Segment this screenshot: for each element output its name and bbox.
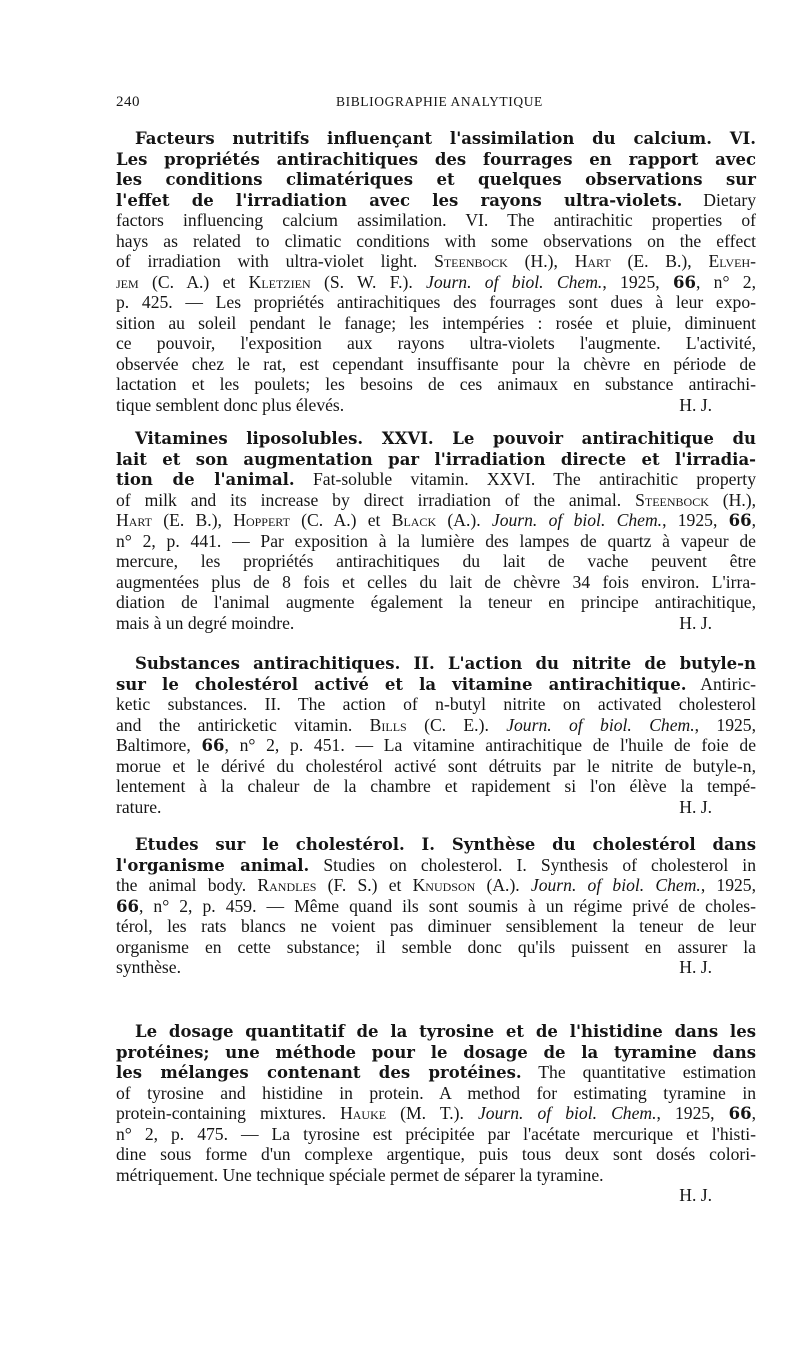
text-span: , n° 2, p. 451. — La vitamine antirachitique de l'huile de foie de (224, 735, 757, 755)
text-line (116, 231, 756, 252)
text-line (116, 531, 756, 552)
bold-text: Vitamines liposolubles. XXVI. Le pouvoir antirachitique du (135, 429, 756, 448)
text-span: Baltimore, (116, 735, 202, 755)
text-line (116, 1165, 756, 1186)
page-header (116, 94, 756, 114)
bold-text: Etudes sur le cholestérol. I. Synthèse du cholestérol dans (135, 835, 756, 854)
bold-text: l'organisme animal. (116, 855, 310, 875)
text-span: , 1925, (694, 714, 756, 735)
text-span: dine sous forme d'un complexe argentique, puis tous deux sont dosés colori- (116, 1144, 756, 1164)
text-line (116, 469, 756, 490)
author-name: Hauke (340, 1103, 387, 1123)
text-span: (C. E.). (406, 714, 507, 735)
text-line (116, 916, 756, 937)
text-line (116, 756, 756, 777)
text-span: , n° 2, p. 459. — Même quand ils sont soumis à un régime privé de choles- (138, 895, 756, 916)
author-name: Randles (257, 875, 317, 895)
text-span: (E. B.), (610, 251, 709, 271)
entry-title-line (116, 428, 756, 449)
text-span: , 1925, (700, 875, 756, 895)
text-line (116, 190, 756, 211)
signature: H. J. (679, 957, 712, 977)
abstract-entry (116, 428, 756, 633)
text-line (116, 1144, 756, 1165)
signature: H. J. (679, 796, 712, 817)
text-span: , 1925, (662, 510, 729, 530)
abstract-entry (116, 128, 756, 415)
author-name: Hart (574, 251, 611, 271)
text-span: (C. A.) et (289, 510, 392, 530)
text-line (116, 797, 756, 818)
bold-text: lait et son augmentation par l'irradiation directe et l'irradia- (116, 449, 756, 469)
author-name: Steenbock (635, 489, 709, 510)
text-span: , (751, 510, 756, 530)
text-line (116, 551, 756, 572)
text-line (116, 1042, 756, 1063)
text-line (116, 1124, 756, 1145)
text-span: organisme en cette substance; il semble donc qu'ils puissent en assurer la (116, 936, 756, 957)
text-span: of irradiation with ultra-violet light. (116, 251, 435, 271)
text-span: mais à un degré moindre. (116, 612, 295, 633)
author-name: jem (116, 271, 139, 292)
abstract-entry (116, 834, 756, 978)
text-span: (A.). (436, 510, 492, 530)
bold-text: 66 (672, 272, 696, 292)
text-span: and the antiricketic vitamin. (116, 714, 370, 735)
text-line (116, 272, 756, 293)
entry-title-line (116, 653, 756, 674)
text-span: synthèse. (116, 957, 181, 977)
text-line (116, 715, 756, 736)
bold-text: Facteurs nutritifs influençant l'assimilation du calcium. VI. (135, 129, 756, 148)
signature: H. J. (679, 394, 712, 415)
signature-line (116, 1185, 756, 1206)
text-span: lactation et les poulets; les besoins de ces animaux en substance antirachi- (116, 374, 756, 394)
text-line (116, 592, 756, 613)
abstract-entry (116, 653, 756, 817)
text-line (116, 613, 756, 634)
text-line (116, 354, 756, 375)
text-line (116, 875, 756, 896)
author-name: Bills (369, 714, 407, 735)
text-span: tique semblent donc plus élevés. (116, 394, 345, 415)
journal-name: Journ. of biol. Chem. (477, 1103, 657, 1123)
text-line (116, 1103, 756, 1124)
text-span: lentement à la chaleur de la chambre et rapidement si l'on élève la tempé- (116, 776, 756, 796)
text-span: n° 2, p. 441. — Par exposition à la lumière des lampes de quartz à vapeur de (116, 530, 756, 551)
text-span: (F. S.) et (316, 875, 413, 895)
text-line (116, 251, 756, 272)
author-name: Elveh- (708, 251, 756, 271)
text-span: (S. W. F.). (310, 271, 427, 292)
author-name: Kletzien (248, 271, 311, 292)
text-span: Antiric- (686, 673, 756, 694)
text-line (116, 333, 756, 354)
text-span: of tyrosine and histidine in protein. A method for estimating tyramine in (116, 1082, 756, 1103)
journal-name: Journ. of biol. Chem. (530, 875, 701, 895)
text-line (116, 896, 756, 917)
text-span: sition au soleil pendant le fanage; les intempéries : rosée et pluie, diminuent (116, 312, 756, 333)
bold-text: 66 (728, 1104, 752, 1123)
author-name: Hart (116, 510, 152, 530)
text-line (116, 510, 756, 531)
text-line (116, 735, 756, 756)
text-line (116, 1062, 756, 1083)
text-span: diation de l'animal augmente également la teneur en principe antirachitique, (116, 592, 756, 612)
bold-text: tion de l'animal. (116, 470, 295, 489)
bold-text: 66 (728, 511, 752, 530)
page-number: 240 (116, 94, 140, 110)
text-span: hays as related to climatic conditions with some observations on the effect (116, 230, 756, 251)
bold-text: les mélanges contenant des protéines. (116, 1063, 522, 1082)
text-span: ketic substances. II. The action of n-butyl nitrite on activated cholesterol (116, 694, 756, 714)
bold-text: 66 (201, 736, 225, 755)
text-span: (E. B.), (152, 510, 234, 530)
text-span: Fat-soluble vitamin. XXVI. The antirachitic property (294, 469, 756, 489)
bold-text: protéines; une méthode pour le dosage de la tyramine dans (116, 1042, 756, 1062)
text-span: (H.), (708, 489, 757, 510)
text-span: térol, les rats blancs ne voient pas diminuer sensiblement la teneur de leur (116, 916, 756, 936)
journal-name: Journ. of biol. Chem. (491, 510, 663, 530)
text-line (116, 937, 756, 958)
entry-title-line (116, 834, 756, 855)
text-line (116, 395, 756, 416)
author-name: Knudson (412, 875, 476, 895)
text-line (116, 374, 756, 395)
author-name: Hoppert (233, 510, 290, 530)
text-line (116, 490, 756, 511)
abstract-entry (116, 1021, 756, 1206)
signature: H. J. (679, 1185, 712, 1205)
text-span: The quantitative estimation (521, 1062, 757, 1082)
journal-name: Journ. of biol. Chem. (506, 714, 695, 735)
text-span: augmentées plus de 8 fois et celles du lait de chèvre 34 fois environ. L'irra- (116, 571, 756, 592)
text-span: rature. (116, 796, 162, 817)
entry-title-line (116, 1021, 756, 1042)
text-line (116, 674, 756, 695)
text-line (116, 957, 756, 978)
signature: H. J. (679, 612, 712, 633)
text-span: factors influencing calcium assimilation. VI. The antirachitic properties of (116, 210, 756, 230)
text-line (116, 149, 756, 170)
entry-title-line (116, 128, 756, 149)
text-span: (H.), (507, 251, 575, 271)
text-line (116, 1083, 756, 1104)
journal-name: Journ. of biol. Chem. (426, 271, 603, 292)
bold-text: sur le cholestérol activé et la vitamine antirachitique. (116, 674, 687, 694)
text-span: , 1925, (602, 271, 673, 292)
text-line (116, 210, 756, 231)
text-line (116, 449, 756, 470)
text-line (116, 572, 756, 593)
text-span: mercure, les propriétés antirachitiques du lait de vache peuvent être (116, 551, 756, 571)
bold-text: Substances antirachitiques. II. L'action du nitrite de butyle-n (135, 654, 756, 673)
text-line (116, 855, 756, 876)
bold-text: Les propriétés antirachitiques des fourrages en rapport avec (116, 149, 756, 169)
bold-text: Le dosage quantitatif de la tyrosine et de l'histidine dans les (135, 1022, 756, 1041)
text-line (116, 776, 756, 797)
text-span: métriquement. Une technique spéciale permet de séparer la tyramine. (116, 1164, 604, 1185)
author-name: Black (391, 510, 437, 530)
text-span: (C. A.) et (138, 271, 249, 292)
text-span: (M. T.). (386, 1103, 478, 1123)
text-line (116, 169, 756, 190)
running-title: BIBLIOGRAPHIE ANALYTIQUE (336, 94, 543, 109)
text-span: observée chez le rat, est cependant insuffisante pour la chèvre en période de (116, 353, 756, 374)
text-span: p. 425. — Les propriétés antirachitiques des fourrages sont dues à leur expo- (116, 292, 756, 312)
text-span: the animal body. (116, 875, 258, 895)
bold-text: les conditions climatériques et quelques observations sur (116, 170, 756, 189)
text-line (116, 313, 756, 334)
text-span: ce pouvoir, l'exposition aux rayons ultra-violets l'augmente. L'activité, (116, 333, 756, 353)
text-span: Studies on cholesterol. I. Synthesis of cholesterol in (309, 854, 756, 875)
author-name: Steenbock (434, 251, 508, 271)
text-span: , (751, 1103, 756, 1123)
text-span: n° 2, p. 475. — La tyrosine est précipitée par l'acétate mercurique et l'histi- (116, 1123, 756, 1144)
text-span: (A.). (475, 875, 531, 895)
text-span: of milk and its increase by direct irradiation of the animal. (116, 489, 636, 510)
bold-text: l'effet de l'irradiation avec les rayons ultra-violets. (116, 190, 683, 210)
bold-text: 66 (116, 896, 139, 916)
text-span: morue et le dérivé du cholestérol activé sont détruits par le nitrite de butyle-n, (116, 755, 756, 776)
text-span: , n° 2, (695, 271, 756, 292)
text-line (116, 292, 756, 313)
text-span: Dietary (682, 189, 756, 210)
text-line (116, 694, 756, 715)
text-span: , 1925, (656, 1103, 729, 1123)
text-span: protein-containing mixtures. (116, 1103, 341, 1123)
